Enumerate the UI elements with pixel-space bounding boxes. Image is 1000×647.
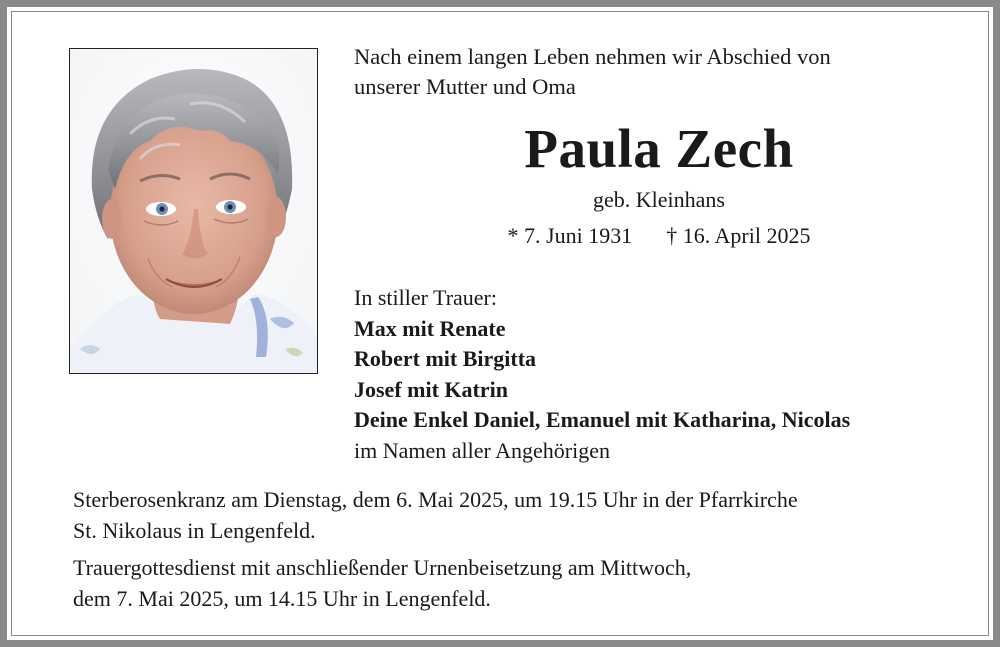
- life-dates: [354, 222, 964, 250]
- service-line-1: Trauergottesdienst mit anschließender Urnenbeisetzung am Mittwoch,: [73, 555, 692, 580]
- portrait-photo: [69, 48, 318, 374]
- funeral-service-info: [73, 552, 973, 614]
- deceased-name: Paula Zech: [524, 118, 794, 179]
- mourners-heading: In stiller Trauer:: [354, 285, 497, 310]
- mourner-entry: Robert mit Birgitta: [354, 346, 537, 371]
- mourner-entry: Deine Enkel Daniel, Emanuel mit Katharina, Nicolas: [354, 407, 851, 432]
- rosary-line-1: Sterberosenkranz am Dienstag, dem 6. Mai 2025, um 19.15 Uhr in der Pfarrkirche: [73, 487, 798, 512]
- rosary-line-2: St. Nikolaus in Lengenfeld.: [73, 518, 316, 543]
- death-date: † 16. April 2025: [666, 223, 811, 248]
- service-line-2: dem 7. Mai 2025, um 14.15 Uhr in Lengenfeld.: [73, 586, 491, 611]
- mourner-entry: Max mit Renate: [354, 315, 506, 341]
- maiden-name: geb. Kleinhans: [593, 187, 725, 212]
- service-details: [73, 484, 973, 620]
- mourners-closing: im Namen aller Angehörigen: [354, 437, 610, 463]
- mourner-entry: Josef mit Katrin: [354, 376, 508, 402]
- intro-line-1: Nach einem langen Leben nehmen wir Abschied von: [354, 44, 831, 69]
- rosary-info: [73, 484, 973, 546]
- mourners-block: [354, 283, 974, 466]
- intro-line-2: unserer Mutter und Oma: [354, 74, 576, 99]
- intro-text: [354, 42, 954, 102]
- birth-date: * 7. Juni 1931: [507, 223, 633, 248]
